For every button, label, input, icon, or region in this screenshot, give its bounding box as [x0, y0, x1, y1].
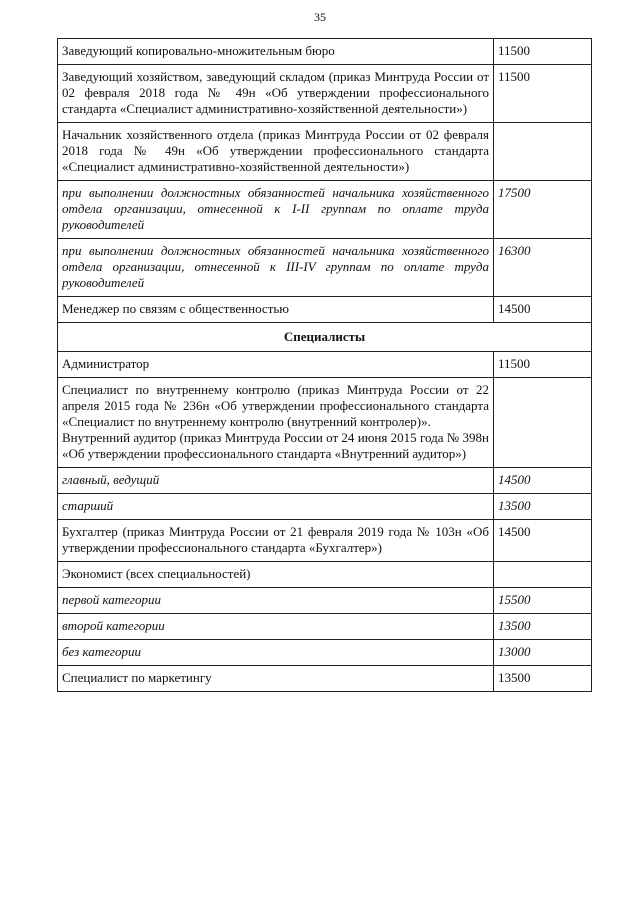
salary-value: 14500: [494, 520, 592, 562]
salary-value: 11500: [494, 39, 592, 65]
salary-value: [494, 562, 592, 588]
salary-value: 15500: [494, 588, 592, 614]
table-row: [58, 239, 592, 297]
table-row: [58, 640, 592, 666]
salary-value: 11500: [494, 65, 592, 123]
section-title: Специалисты: [58, 323, 592, 352]
position-title: старший: [58, 494, 494, 520]
salary-value: 17500: [494, 181, 592, 239]
table-row: [58, 468, 592, 494]
position-title: Бухгалтер (приказ Минтруда России от 21 февраля 2019 года № 103н «Об утверждении профессионального стандарта «Бухгалтер»): [58, 520, 494, 562]
position-title: главный, ведущий: [58, 468, 494, 494]
position-title: Заведующий хозяйством, заведующий складом (приказ Минтруда России от 02 февраля 2018 года № 49н «Об утверждении профессионального стандарта «Специалист административно-хозяйственной деятельности»): [58, 65, 494, 123]
salary-value: [494, 123, 592, 181]
salary-value: 11500: [494, 352, 592, 378]
salary-value: 14500: [494, 468, 592, 494]
table-row: [58, 588, 592, 614]
table-row: [58, 352, 592, 378]
table-row: [58, 123, 592, 181]
position-title: Экономист (всех специальностей): [58, 562, 494, 588]
position-title: Менеджер по связям с общественностью: [58, 297, 494, 323]
salary-table-body: [58, 39, 592, 692]
table-row: [58, 614, 592, 640]
table-row: [58, 666, 592, 692]
table-row: [58, 494, 592, 520]
position-title: без категории: [58, 640, 494, 666]
position-title: Внутренний аудитор (приказ Минтруда России от 24 июня 2015 года № 398н «Об утверждении профессионального стандарта «Внутренний аудитор»): [62, 430, 489, 461]
salary-table: [57, 38, 592, 692]
position-title: Специалист по маркетингу: [58, 666, 494, 692]
position-title: Администратор: [58, 352, 494, 378]
position-title: Начальник хозяйственного отдела (приказ Минтруда России от 02 февраля 2018 года № 49н «Об утверждении профессионального стандарта «Специалист административно-хозяйственной деятельности»): [58, 123, 494, 181]
position-title: Заведующий копировально-множительным бюро: [58, 39, 494, 65]
position-cell: [58, 378, 494, 468]
table-row: [58, 378, 592, 468]
position-title: первой категории: [58, 588, 494, 614]
position-title: при выполнении должностных обязанностей начальника хозяйственного отдела организации, отнесенной к III-IV группам по оплате труда руководителей: [58, 239, 494, 297]
table-row: [58, 520, 592, 562]
salary-value: 13500: [494, 614, 592, 640]
salary-value: 16300: [494, 239, 592, 297]
table-row: [58, 562, 592, 588]
salary-value: [494, 378, 592, 468]
salary-value: 13000: [494, 640, 592, 666]
position-title: при выполнении должностных обязанностей начальника хозяйственного отдела организации, отнесенной к I-II группам по оплате труда руководителей: [58, 181, 494, 239]
salary-value: 13500: [494, 666, 592, 692]
page-number: 35: [314, 10, 326, 24]
position-title: второй категории: [58, 614, 494, 640]
table-row: [58, 297, 592, 323]
table-row: [58, 181, 592, 239]
position-title: Специалист по внутреннему контролю (приказ Минтруда России от 22 апреля 2015 года № 236н «Об утверждении профессионального стандарта «Специалист по внутреннему контролю (внутренний контролер)».: [62, 382, 489, 429]
table-row: [58, 39, 592, 65]
salary-value: 13500: [494, 494, 592, 520]
salary-value: 14500: [494, 297, 592, 323]
table-row: [58, 65, 592, 123]
section-header-row: [58, 323, 592, 352]
